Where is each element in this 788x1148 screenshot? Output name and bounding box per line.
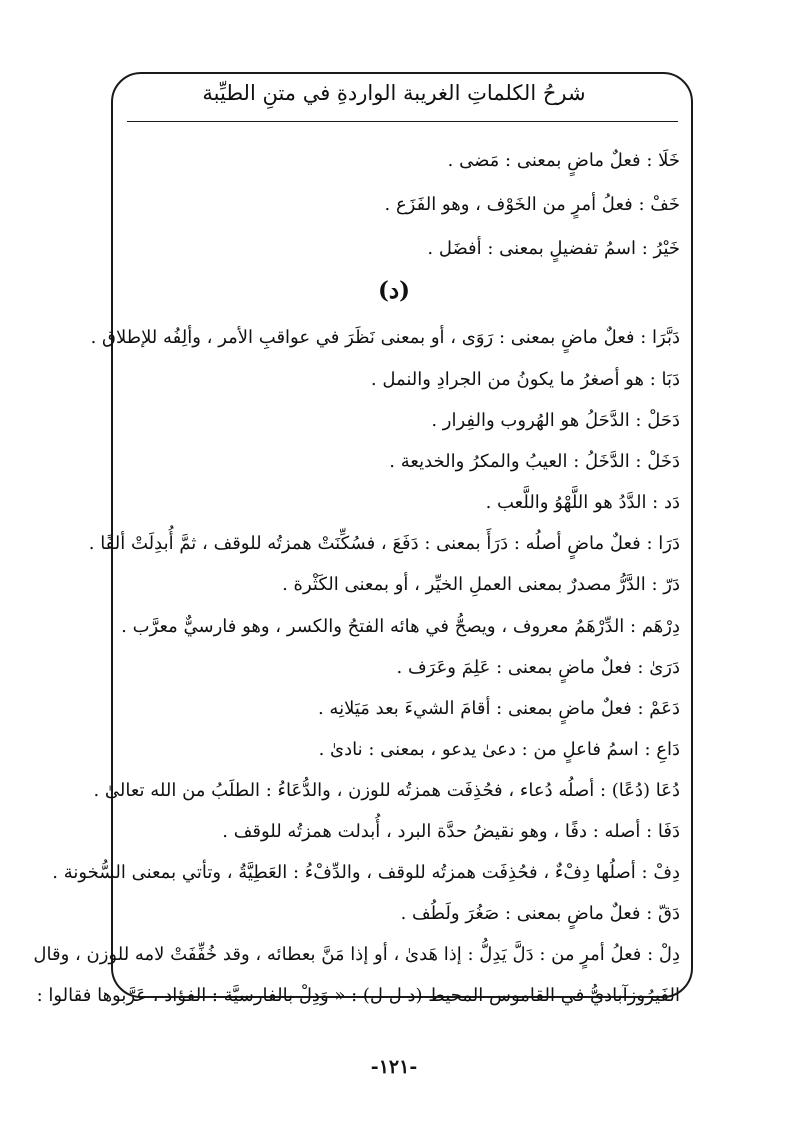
entry-line: دَبَّرَا : فعلٌ ماضٍ بمعنى : رَوَى ، أو بمعنى نَظَرَ في عواقبِ الأمر ، وألِفُه للإطلاق . bbox=[90, 327, 680, 348]
entry-line: دِرْهَم : الدِّرْهَمُ معروف ، ويصحُّ في هائه الفتحُ والكسر ، وهو فارسيٌّ معرَّب . bbox=[121, 616, 680, 637]
entry-line: دَبَا : هو أصغرُ ما يكونُ من الجرادِ والنمل . bbox=[370, 369, 680, 390]
entry-line: الفَيرُوزآباديُّ في القاموس المحيط (د ل ل) : « وَدِلْ بالفارسيَّة : الفؤاد ، عَرَّبوها فقالوا : bbox=[36, 985, 680, 1006]
entry-line: دَفَا : أصله : دفًا ، وهو نقيضُ حدَّة البرد ، أُبدلت همزتُه للوقف . bbox=[222, 821, 680, 842]
header-divider bbox=[127, 121, 678, 122]
section-heading: (د) bbox=[377, 277, 410, 304]
page-number: -١٢١- bbox=[370, 1056, 418, 1078]
entry-line: دَرّ : الدَّرُّ مصدرٌ بمعنى العملِ الخيِّر ، أو بمعنى الكَثْرة . bbox=[282, 574, 680, 595]
entry-line: دَد : الدَّدُ هو اللَّهْوُ واللَّعب . bbox=[485, 492, 680, 513]
entry-line: دَاعِ : اسمُ فاعلٍ من : دعىٰ يدعو ، بمعنى : نادىٰ . bbox=[318, 739, 680, 760]
entry-line: خَفْ : فعلُ أمرٍ من الخَوْف ، وهو الفَزَع . bbox=[384, 194, 680, 215]
entry-line: خَلَا : فعلٌ ماضٍ بمعنى : مَضى . bbox=[447, 150, 680, 171]
page-header-title: شرحُ الكلماتِ الغريبة الواردةِ في متنِ الطيِّبة bbox=[202, 81, 586, 105]
entry-line: دُعَا (دُعًا) : أصلُه دُعاء ، فحُذِفَت همزتُه للوزن ، والدُّعَاءُ : الطلَبُ من الله تعالىٰ . bbox=[93, 780, 680, 801]
entry-line: دَرَا : فعلٌ ماضٍ أصلُه : دَرَأَ بمعنى : دَفَعَ ، فسُكِّنَتْ همزتُه للوقف ، ثمَّ أُبدِلَتْ ألفًا . bbox=[88, 533, 680, 554]
entry-line: دِفْ : أصلُها دِفْءٌ ، فحُذِفَت همزتُه للوقف ، والدِّفْءُ : العَطِيَّةُ ، وتأتي بمعنى السُّخونة . bbox=[52, 862, 680, 883]
entry-line: خَيْرُ : اسمُ تفضيلٍ بمعنى : أفضَل . bbox=[427, 238, 680, 259]
entry-line: دَعَمْ : فعلٌ ماضٍ بمعنى : أقامَ الشيءَ بعد مَيَلانِه . bbox=[317, 698, 680, 719]
entry-line: دَخَلْ : الدَّخَلُ : العيبُ والمكرُ والخديعة . bbox=[389, 451, 680, 472]
entry-line: دَقّ : فعلٌ ماضٍ بمعنى : صَغُرَ ولَطُف . bbox=[400, 903, 680, 924]
entry-line: دَرَىٰ : فعلٌ ماضٍ بمعنى : عَلِمَ وعَرَف . bbox=[396, 657, 680, 678]
entry-line: دَحَلْ : الدَّحَلُ هو الهُروب والفِرار . bbox=[431, 410, 680, 431]
entry-line: دِلْ : فعلُ أمرٍ من : دَلَّ يَدِلُّ : إذا هَدىٰ ، أو إذا مَنَّ بعطائه ، وقد خُفِّفَتْ لامه للوزن ، وقال bbox=[33, 944, 680, 965]
